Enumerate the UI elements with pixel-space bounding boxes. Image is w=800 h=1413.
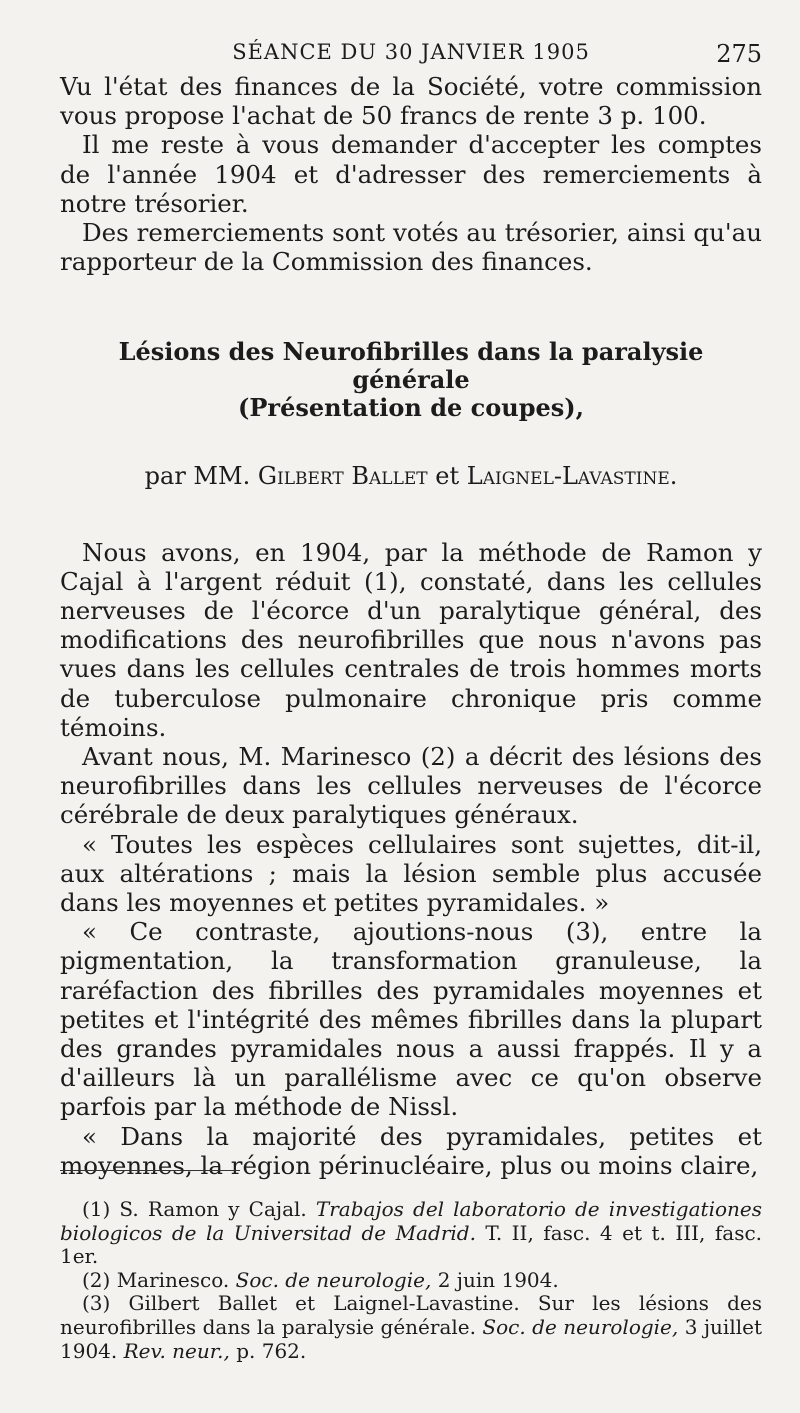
footnote-3 — [60, 1292, 762, 1363]
footnote-1 — [60, 1198, 762, 1269]
main-text — [60, 72, 762, 1180]
intro-paragraph: Vu l'état des finances de la Société, votre commission vous propose l'achat de 50 francs de rente 3 p. 100. — [60, 72, 762, 131]
footnote-text: (3) Gilbert Ballet et Laignel-Lavastine. Sur les lésions des neurofibrilles dans la paralysie générale. — [60, 1291, 762, 1339]
authors-line — [60, 462, 762, 491]
body-paragraph: Avant nous, M. Marinesco (2) a décrit des lésions des neurofibrilles dans les cellules nerveuses de l'écorce cérébrale de deux paralytiques généraux. — [60, 742, 762, 830]
body-paragraph: Nous avons, en 1904, par la méthode de Ramon y Cajal à l'argent réduit (1), constaté, dans les cellules nerveuses de l'écorce d'un paralytique général, des modifications des neurofibrilles que nous n'avons pas vues dans les cellules centrales de trois hommes morts de tuberculose pulmonaire chronique pris comme témoins. — [60, 537, 762, 742]
intro-paragraph: Des remerciements sont votés au trésorier, ainsi qu'au rapporteur de la Commission des finances. — [60, 218, 762, 277]
intro-paragraph: Il me reste à vous demander d'accepter les comptes de l'année 1904 et d'adresser des remerciements à notre trésorier. — [60, 130, 762, 218]
authors-joiner: et — [435, 462, 460, 491]
footnote-source-title: Soc. de neurologie, — [235, 1267, 432, 1292]
page-header — [60, 40, 762, 70]
running-title: SÉANCE DU 30 JANVIER 1905 — [232, 40, 590, 64]
body-paragraph: « Ce contraste, ajoutions-nous (3), entre la pigmentation, la transformation granuleuse, la raréfaction des fibrilles des pyramidales moyennes et petites et l'intégrité des mêmes fibrilles dans la plupart des grandes pyramidales nous a aussi frappés. Il y a d'ailleurs là un parallélisme avec ce qu'on observe parfois par la méthode de Nissl. — [60, 917, 762, 1122]
footnote-source-title: Soc. de neurologie, — [482, 1314, 679, 1339]
section-title — [60, 338, 762, 422]
footnote-source-title: Trabajos del laboratorio de investigationes biologicos de la Universitad de Madrid. — [60, 1197, 762, 1245]
footnote-2 — [60, 1269, 762, 1293]
footnote-text: (1) S. Ramon y Cajal. — [82, 1197, 307, 1221]
body-paragraph: « Toutes les espèces cellulaires sont sujettes, dit-il, aux altérations ; mais la lésion semble plus accusée dans les moyennes et petites pyramidales. » — [60, 829, 762, 918]
section-title-line1: Lésions des Neurofibrilles dans la paralysie générale — [118, 337, 704, 395]
body-paragraph: « Dans la majorité des pyramidales, petites et moyennes, la région périnucléaire, plus ou moins claire, — [60, 1121, 762, 1180]
footnote-text: 3 juillet 1904. — [60, 1314, 762, 1363]
footnote-text: 2 juin 1904. — [437, 1267, 559, 1292]
footnote-source-title: Rev. neur., — [123, 1338, 230, 1363]
footnote-text: T. II, fasc. 4 et t. III, fasc. 1er. — [60, 1220, 763, 1269]
section-title-line2: (Présentation de coupes), — [238, 393, 584, 423]
footnote-text: p. 762. — [236, 1338, 307, 1363]
author-name: Laignel-Lavastine. — [466, 462, 678, 491]
page-number: 275 — [716, 40, 762, 68]
footnotes — [60, 1198, 762, 1363]
footnote-text: (2) Marinesco. — [82, 1267, 230, 1292]
authors-prefix: par MM. — [144, 462, 251, 491]
footnote-divider — [60, 1170, 240, 1171]
author-name: Gilbert Ballet — [257, 462, 428, 491]
